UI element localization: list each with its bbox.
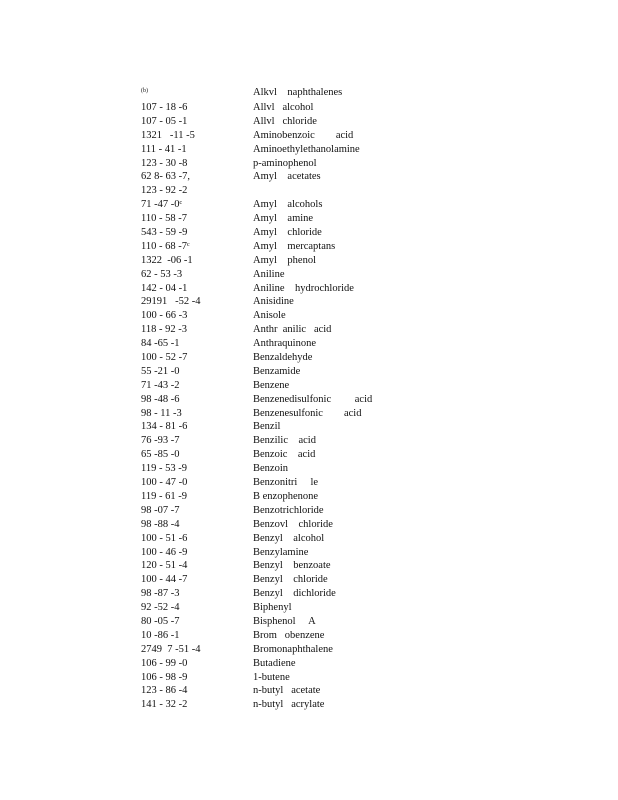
cas-number: 134 - 81 -6 — [141, 421, 188, 433]
table-row — [141, 573, 581, 587]
chemical-name: Benzil — [253, 421, 281, 433]
cas-number: 10 -86 -1 — [141, 629, 180, 641]
cas-number: 123 - 86 -4 — [141, 685, 188, 697]
chemical-name: Anthr anilic acid — [253, 324, 332, 336]
chemical-name: Benzonitri le — [253, 477, 319, 489]
chemical-name: Benzoic acid — [253, 449, 316, 461]
cas-number: 100 - 47 -0 — [141, 477, 188, 489]
table-row — [141, 379, 581, 393]
chemical-name: Benzenedisulfonic acid — [253, 393, 373, 405]
chemical-name: Aniline — [253, 268, 285, 280]
chemical-name: Biphenyl — [253, 602, 292, 614]
cas-number: 110 - 58 -7 — [141, 213, 187, 225]
cas-number: 71 -43 -2 — [141, 379, 180, 391]
cas-number: 76 -93 -7 — [141, 435, 180, 447]
table-row — [141, 282, 581, 296]
table-row — [141, 671, 581, 685]
table-row — [141, 462, 581, 476]
chemical-name: Amyl alcohols — [253, 199, 323, 211]
cas-number: 1322 -06 -1 — [141, 254, 193, 266]
table-row — [141, 143, 581, 157]
table-row — [141, 393, 581, 407]
table-row — [141, 254, 581, 268]
table-row — [141, 657, 581, 671]
cas-number: 110 - 68 -7ᶜ — [141, 240, 190, 252]
table-row — [141, 476, 581, 490]
cas-number: 62 - 53 -3 — [141, 268, 183, 280]
table-row — [141, 157, 581, 171]
chemical-name: Allvl chloride — [253, 115, 317, 127]
chemical-name: Benzamide — [253, 365, 301, 377]
chemical-name: Aminoethylethanolamine — [253, 143, 360, 155]
chemical-name: Aminobenzoic acid — [253, 129, 354, 141]
chemical-name: Benzyl chloride — [253, 574, 328, 586]
cas-number: 100 - 51 -6 — [141, 532, 188, 544]
table-row — [141, 420, 581, 434]
cas-number: 62 8- 63 -7, — [141, 171, 190, 183]
table-row — [141, 684, 581, 698]
chemical-name: Aniline hydrochloride — [253, 282, 354, 294]
table-row — [141, 434, 581, 448]
cas-number: 65 -85 -0 — [141, 449, 180, 461]
table-row — [141, 559, 581, 573]
cas-number: 2749 7 -51 -4 — [141, 643, 201, 655]
cas-number: 106 - 99 -0 — [141, 657, 188, 669]
chemical-name: 1-butene — [253, 671, 290, 683]
table-row — [141, 323, 581, 337]
cas-number: 107 - 05 -1 — [141, 115, 188, 127]
chemical-name: Benzyl alcohol — [253, 532, 325, 544]
table-row — [141, 198, 581, 212]
chemical-name: Benzyl benzoate — [253, 560, 331, 572]
chemical-name: Amyl chloride — [253, 227, 322, 239]
cas-number: 543 - 59 -9 — [141, 227, 188, 239]
cas-number: 98 -48 -6 — [141, 393, 180, 405]
cas-number: 123 - 30 -8 — [141, 157, 188, 169]
chemical-name: Benzoin — [253, 463, 288, 475]
cas-number: 100 - 52 -7 — [141, 352, 188, 364]
table-row — [141, 226, 581, 240]
chemical-name: Benzyl dichloride — [253, 588, 336, 600]
chemical-name: B enzophenone — [253, 490, 319, 502]
cas-number: 98 -07 -7 — [141, 504, 180, 516]
table-row — [141, 268, 581, 282]
chemical-name: Alkvl naphthalenes — [253, 87, 343, 98]
table-row — [141, 115, 581, 129]
table-header-row — [141, 86, 581, 101]
table-row — [141, 212, 581, 226]
table-row — [141, 170, 581, 184]
chemical-name: Amyl amine — [253, 213, 314, 225]
chemical-name: Butadiene — [253, 657, 296, 669]
chemical-name: Benzaldehyde — [253, 352, 313, 364]
chemical-name: Anthraquinone — [253, 338, 316, 350]
cas-number: 100 - 66 -3 — [141, 310, 188, 322]
chemical-name: Amyl acetates — [253, 171, 321, 183]
cas-number: 98 -87 -3 — [141, 588, 180, 600]
table-row — [141, 601, 581, 615]
table-row — [141, 295, 581, 309]
chemical-name: Benzotrichloride — [253, 504, 324, 516]
cas-number: 123 - 92 -2 — [141, 185, 188, 197]
cas-number: 120 - 51 -4 — [141, 560, 188, 572]
table-body — [141, 101, 581, 712]
chemical-name: n-butyl acetate — [253, 685, 321, 697]
table-row — [141, 518, 581, 532]
cas-number: 71 -47 -0ᶜ — [141, 199, 183, 211]
chemical-name: Anisidine — [253, 296, 294, 308]
table-row — [141, 629, 581, 643]
chemical-name: Benzilic acid — [253, 435, 316, 447]
chemical-name: Benzene — [253, 379, 290, 391]
table-row — [141, 615, 581, 629]
table-row — [141, 448, 581, 462]
table-row — [141, 337, 581, 351]
chemical-name: Bisphenol A — [253, 615, 316, 627]
table-row — [141, 504, 581, 518]
cas-number: 98 -88 -4 — [141, 518, 180, 530]
cas-number: 98 - 11 -3 — [141, 407, 182, 419]
footnote-marker: (b) — [141, 88, 148, 94]
table-row — [141, 365, 581, 379]
chemical-name: Bromonaphthalene — [253, 643, 333, 655]
table-row — [141, 490, 581, 504]
table-row — [141, 240, 581, 254]
chemical-name: Amyl mercaptans — [253, 240, 336, 252]
cas-number: 100 - 44 -7 — [141, 574, 188, 586]
table-row — [141, 698, 581, 712]
chemical-name: n-butyl acrylate — [253, 699, 325, 711]
cas-number: 141 - 32 -2 — [141, 699, 188, 711]
chemical-name: p-aminophenol — [253, 157, 317, 169]
table-row — [141, 129, 581, 143]
cas-number: 118 - 92 -3 — [141, 324, 187, 336]
cas-number: 119 - 61 -9 — [141, 490, 187, 502]
table-row — [141, 309, 581, 323]
chemical-list-table — [141, 86, 581, 712]
cas-number: 55 -21 -0 — [141, 365, 180, 377]
chemical-name: Amyl phenol — [253, 254, 316, 266]
table-row — [141, 101, 581, 115]
table-row — [141, 643, 581, 657]
cas-number: 106 - 98 -9 — [141, 671, 188, 683]
table-row — [141, 587, 581, 601]
table-row — [141, 546, 581, 560]
chemical-name: Brom obenzene — [253, 629, 325, 641]
chemical-name: Benzenesulfonic acid — [253, 407, 362, 419]
table-row — [141, 407, 581, 421]
cas-number: 119 - 53 -9 — [141, 463, 187, 475]
table-row — [141, 351, 581, 365]
chemical-name: Anisole — [253, 310, 286, 322]
cas-number: 84 -65 -1 — [141, 338, 180, 350]
cas-number: 142 - 04 -1 — [141, 282, 188, 294]
cas-number: 1321 -11 -5 — [141, 129, 195, 141]
cas-number: 92 -52 -4 — [141, 602, 180, 614]
table-row — [141, 532, 581, 546]
cas-number: 100 - 46 -9 — [141, 546, 188, 558]
chemical-name: Benzovl chloride — [253, 518, 333, 530]
cas-number: 107 - 18 -6 — [141, 102, 188, 113]
cas-number: 80 -05 -7 — [141, 615, 180, 627]
cas-number: 29191 -52 -4 — [141, 296, 201, 308]
chemical-name: Allvl alcohol — [253, 102, 314, 113]
table-row — [141, 184, 581, 198]
chemical-name: Benzylamine — [253, 546, 309, 558]
cas-number: 111 - 41 -1 — [141, 143, 187, 155]
